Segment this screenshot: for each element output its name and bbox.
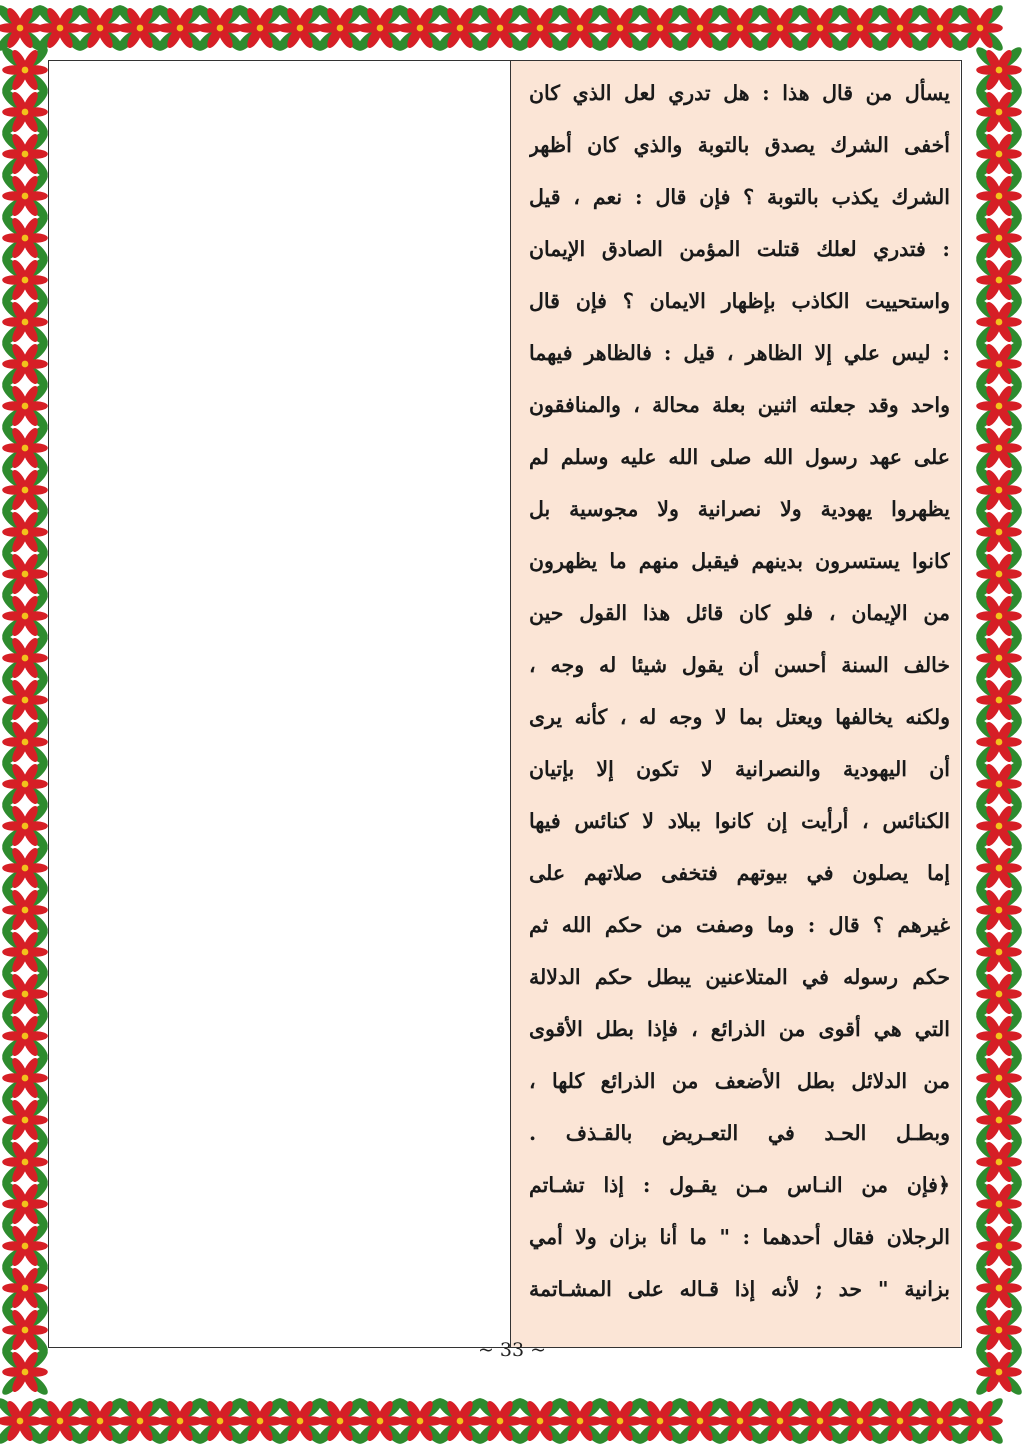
text-line: واستحييت الكاذب بإظهار الايمان ؟ فإن قال [529,289,950,313]
poinsettia-flower-icon [974,800,1024,852]
poinsettia-flower-icon [0,590,50,642]
poinsettia-flower-icon [974,1010,1024,1062]
text-line: ﴿فإن من النـاس مـن يقـول : إذا تشـاتم [529,1173,950,1197]
poinsettia-flower-icon [0,674,50,726]
poinsettia-flower-icon [0,296,50,348]
poinsettia-flower-icon [974,590,1024,642]
border-top [0,0,1024,58]
poinsettia-flower-icon [0,44,50,96]
poinsettia-flower-icon [974,44,1024,96]
border-bottom [0,1391,1024,1449]
text-line: على عهد رسول الله صلى الله عليه وسلم لم [529,445,950,469]
poinsettia-flower-icon [0,86,50,138]
poinsettia-flower-icon [0,884,50,936]
poinsettia-flower-icon [0,758,50,810]
poinsettia-flower-icon [0,1136,50,1188]
text-line: التي هي أقوى من الذرائع ، فإذا بطل الأقوى [529,1017,950,1041]
poinsettia-flower-icon [974,170,1024,222]
text-line: حكم رسوله في المتلاعنين يبطل حكم الدلالة [529,965,950,989]
poinsettia-flower-icon [974,296,1024,348]
text-line: بزانية " حد ; لأنه إذا قـاله على المشـاتمة [529,1277,950,1301]
poinsettia-flower-icon [974,422,1024,474]
poinsettia-flower-icon [974,254,1024,306]
text-line: أن اليهودية والنصرانية لا تكون إلا بإتيان [529,757,950,781]
text-line: أخفى الشرك يصدق بالتوبة والذي كان أظهر [529,133,950,157]
poinsettia-flower-icon [974,716,1024,768]
text-line: يظهروا يهودية ولا نصرانية ولا مجوسية بل [529,497,950,521]
poinsettia-flower-icon [0,1094,50,1146]
poinsettia-flower-icon [0,968,50,1020]
poinsettia-flower-icon [974,338,1024,390]
poinsettia-flower-icon [974,968,1024,1020]
text-line: ولكنه يخالفها ويعتل بما لا وجه له ، كأنه يرى [529,705,950,729]
text-line: يسأل من قال هذا : هل تدري لعل الذي كان [529,81,950,105]
poinsettia-flower-icon [974,1178,1024,1230]
poinsettia-flower-icon [974,1136,1024,1188]
page-number: ~ 33 ~ [477,1339,547,1361]
poinsettia-flower-icon [0,632,50,684]
text-line: كانوا يستسرون بدينهم فيقبل منهم ما يظهرون [529,549,950,573]
poinsettia-flower-icon [0,548,50,600]
poinsettia-flower-icon [0,380,50,432]
text-line: واحد وقد جعلته اثنين بعلة محالة ، والمنافقون [529,393,950,417]
poinsettia-flower-icon [974,1262,1024,1314]
text-line: من الدلائل بطل الأضعف من الذرائع كلها ، [529,1069,950,1093]
poinsettia-flower-icon [0,128,50,180]
poinsettia-flower-icon [974,1220,1024,1272]
arabic-text-column [511,61,960,1347]
poinsettia-flower-icon [974,506,1024,558]
poinsettia-flower-icon [974,674,1024,726]
text-line: غيرهم ؟ قال : وما وصفت من حكم الله ثم [529,913,950,937]
poinsettia-flower-icon [0,254,50,306]
text-table [48,60,962,1348]
poinsettia-flower-icon [0,1010,50,1062]
border-right [974,0,1024,1449]
poinsettia-flower-icon [0,338,50,390]
poinsettia-flower-icon [974,884,1024,936]
poinsettia-flower-icon [974,1094,1024,1146]
poinsettia-flower-icon [0,212,50,264]
text-line: خالف السنة أحسن أن يقول شيئا له وجه ، [529,653,950,677]
empty-column [49,61,511,1347]
text-line: من الإيمان ، فلو كان قائل هذا القول حين [529,601,950,625]
poinsettia-flower-icon [0,842,50,894]
poinsettia-flower-icon [974,380,1024,432]
poinsettia-flower-icon [0,1052,50,1104]
poinsettia-flower-icon [0,800,50,852]
text-line: الشرك يكذب بالتوبة ؟ فإن قال : نعم ، قيل [529,185,950,209]
poinsettia-flower-icon [0,422,50,474]
poinsettia-flower-icon [974,758,1024,810]
poinsettia-flower-icon [0,926,50,978]
text-line: إما يصلون في بيوتهم فتخفى صلاتهم على [529,861,950,885]
poinsettia-flower-icon [0,170,50,222]
text-line: الكنائس ، أرأيت إن كانوا ببلاد لا كنائس فيها [529,809,950,833]
text-line: الرجلان فقال أحدهما : " ما أنا بزان ولا أمي [529,1225,950,1249]
poinsettia-flower-icon [0,506,50,558]
poinsettia-flower-icon [974,1052,1024,1104]
poinsettia-flower-icon [0,464,50,516]
poinsettia-flower-icon [974,842,1024,894]
poinsettia-flower-icon [974,212,1024,264]
poinsettia-flower-icon [0,1178,50,1230]
text-line: : ليس علي إلا الظاهر ، قيل : فالظاهر فيهما [529,341,950,365]
poinsettia-flower-icon [974,86,1024,138]
poinsettia-flower-icon [974,632,1024,684]
poinsettia-flower-icon [0,716,50,768]
poinsettia-flower-icon [974,548,1024,600]
text-line: وبطـل الحـد في التعـريض بالقـذف . [529,1121,950,1145]
poinsettia-flower-icon [974,464,1024,516]
border-left [0,0,50,1449]
poinsettia-flower-icon [0,1220,50,1272]
poinsettia-flower-icon [974,926,1024,978]
poinsettia-flower-icon [974,128,1024,180]
text-line: : فتدري لعلك قتلت المؤمن الصادق الإيمان [529,237,950,261]
poinsettia-flower-icon [0,1262,50,1314]
